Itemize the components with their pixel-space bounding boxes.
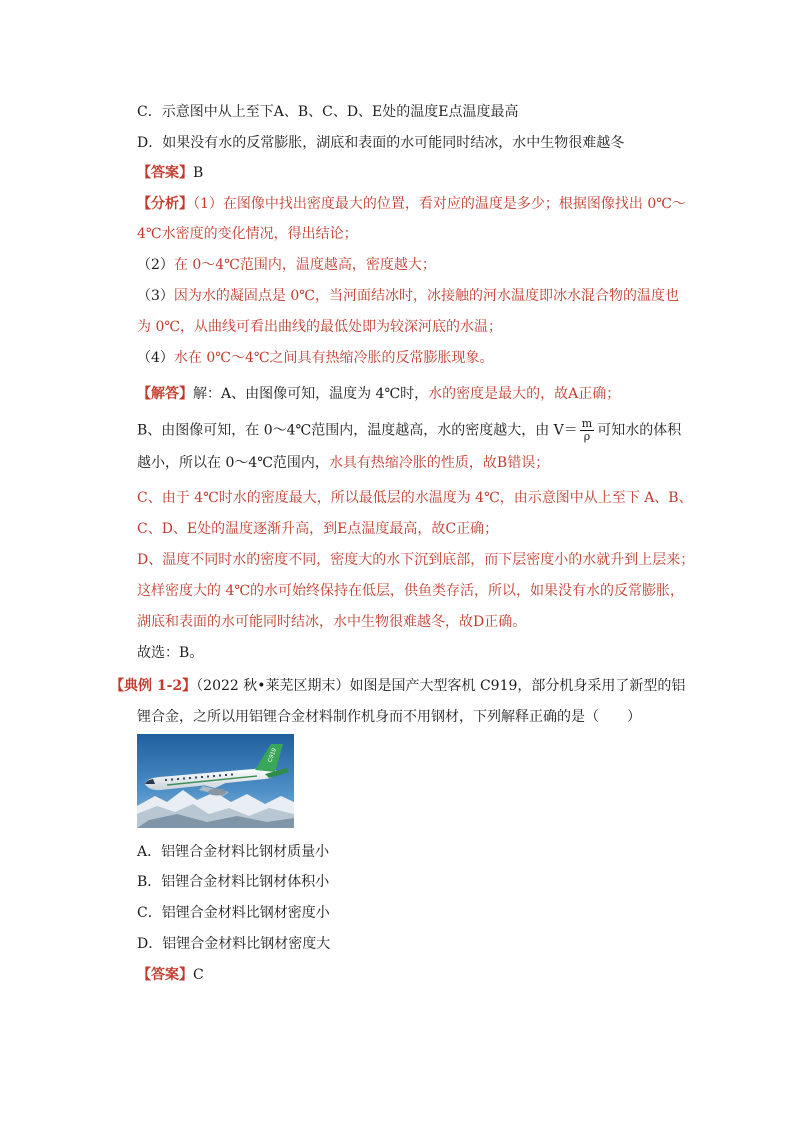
option-d: D．铝锂合金材料比钢材密度大 [137, 936, 331, 952]
answer-value: B [193, 165, 204, 181]
solution-line-3 [137, 453, 549, 473]
solution-line-4: C、由于 4℃时水的密度最大，所以最低层的水温度为 4℃，由示意图中从上至下 A、B、 [137, 490, 693, 506]
analysis-tag: 【分析】 [137, 196, 193, 212]
analysis-line-4 [137, 286, 679, 306]
example-tag: 【典例 1-2】 [110, 678, 197, 694]
analysis-num-2: （2） [137, 257, 174, 273]
solution-text-1a: 解：A、由图像可知，温度为 4℃时， [193, 386, 429, 402]
solution-line-6: D、温度不同时水的密度不同，密度大的水下沉到底部，而下层密度小的水就升到上层来； [137, 552, 695, 568]
solution-text-3a: 越小，所以在 0～4℃范围内， [137, 455, 329, 471]
analysis-text-3: 在 0～4℃范围内，温度越高，密度越大； [173, 257, 436, 273]
answer-2-tag: 【答案】 [137, 967, 193, 983]
solution-text-2a: B、由图像可知，在 0～4℃范围内，温度越高，水的密度越大，由 V＝ [137, 422, 578, 439]
analysis-text-1: （1）在图像中找出密度最大的位置，看对应的温度是多少；根据图像找出 0℃～ [193, 196, 686, 212]
analysis-text-4: 因为水的凝固点是 0℃，当河面结冰时，冰接触的河水温度即冰水混合物的温度也 [173, 288, 679, 304]
solution-line-1 [137, 384, 620, 404]
plane-tail-label: C919 [267, 747, 278, 764]
option-a: A．铝锂合金材料比钢材质量小 [137, 844, 330, 860]
solution-text-1b: 水的密度是最大的，故A正确； [428, 386, 621, 402]
answer-1 [137, 163, 203, 183]
option-c-previous: C．示意图中从上至下A、B、C、D、E处的温度E点温度最高 [137, 104, 519, 120]
density-fraction [580, 418, 594, 443]
example-line-1 [110, 676, 685, 696]
solution-line-5: C、D、E处的温度逐渐升高，到E点温度最高，故C正确； [137, 521, 499, 537]
solution-text-2b: 可知水的体积 [597, 422, 682, 439]
analysis-line-2: 4℃水密度的变化情况，得出结论； [137, 226, 358, 242]
analysis-num-3: （3） [137, 288, 174, 304]
solution-line-2 [137, 418, 681, 443]
c919-plane-image [137, 734, 294, 828]
analysis-line-5: 为 0℃，从曲线可看出曲线的最低处即为较深河底的水温； [137, 319, 503, 335]
solution-text-3b: 水具有热缩冷胀的性质，故B错误； [328, 455, 550, 471]
analysis-line-3 [137, 255, 436, 275]
solution-tag: 【解答】 [137, 386, 193, 402]
solution-line-9: 故选：B。 [137, 645, 204, 661]
analysis-num-4: （4） [137, 350, 174, 366]
analysis-line-1 [137, 194, 686, 214]
answer-2 [137, 965, 204, 985]
option-c: C．铝锂合金材料比钢材密度小 [137, 905, 330, 921]
analysis-text-6: 水在 0℃～4℃之间具有热缩冷胀的反常膨胀现象。 [173, 350, 494, 366]
solution-line-8: 湖底和表面的水可能同时结冰，水中生物很难越冬，故D正确。 [137, 614, 527, 630]
answer-tag: 【答案】 [137, 165, 193, 181]
analysis-line-6 [137, 348, 494, 368]
fraction-denominator: ρ [583, 430, 591, 443]
example-line-2: 锂合金，之所以用铝锂合金材料制作机身而不用钢材，下列解释正确的是（ ） [137, 709, 641, 725]
solution-line-7: 这样密度大的 4℃的水可始终保持在低层，供鱼类存活，所以，如果没有水的反常膨胀， [137, 583, 685, 599]
fraction-numerator: m [581, 417, 593, 430]
option-b: B．铝锂合金材料比钢材体积小 [137, 874, 330, 890]
answer-2-value: C [193, 967, 204, 983]
example-text-1: （2022 秋•莱芜区期末）如图是国产大型客机 C919，部分机身采用了新型的铝 [196, 678, 686, 694]
option-d-previous: D．如果没有水的反常膨胀，湖底和表面的水可能同时结冰，水中生物很难越冬 [137, 135, 625, 151]
